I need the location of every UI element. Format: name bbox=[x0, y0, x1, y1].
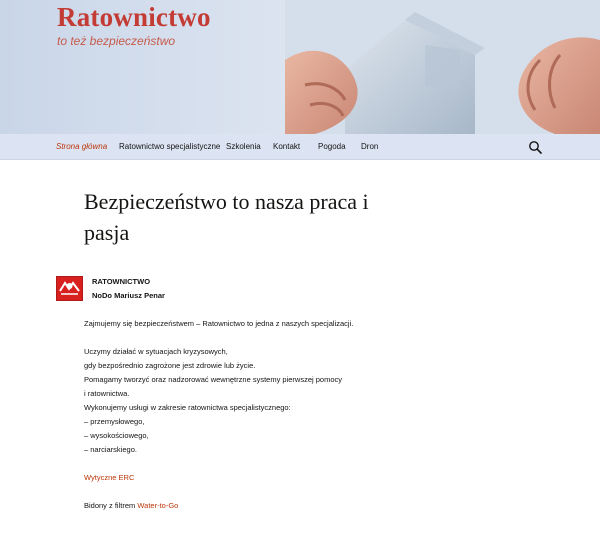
list-item: – wysokościowego, bbox=[84, 431, 149, 440]
nav-item-training[interactable]: Szkolenia bbox=[226, 142, 261, 151]
text-line: Wykonujemy usługi w zakresie ratownictwa specjalistycznego: bbox=[84, 403, 291, 412]
list-item: – przemysłowego, bbox=[84, 417, 145, 426]
company-logo bbox=[56, 276, 83, 301]
nav-item-contact[interactable]: Kontakt bbox=[273, 142, 301, 151]
text-line: Pomagamy tworzyć oraz nadzorować wewnętrzne systemy pierwszej pomocy bbox=[84, 375, 343, 384]
nav-item-drone[interactable]: Dron bbox=[361, 142, 379, 151]
list-item: – narciarskiego. bbox=[84, 445, 137, 454]
bidony-text bbox=[84, 499, 178, 513]
intro-text: Zajmujemy się bezpieczeństwem – Ratownictwo to jedna z naszych specjalizacji. bbox=[84, 319, 354, 328]
search-icon[interactable] bbox=[528, 140, 542, 154]
text-line: i ratownictwa. bbox=[84, 389, 130, 398]
text-line: gdy bezpośrednio zagrożone jest zdrowie lub życie. bbox=[84, 361, 256, 370]
main-navigation bbox=[0, 134, 600, 160]
page-title: Bezpieczeństwo to nasza praca i pasja bbox=[84, 189, 369, 245]
nav-item-weather[interactable]: Pogoda bbox=[318, 142, 346, 151]
site-title[interactable]: Ratownictwo bbox=[57, 2, 211, 32]
site-tagline: to też bezpieczeństwo bbox=[57, 34, 176, 48]
erc-guidelines-link[interactable]: Wytyczne ERC bbox=[84, 473, 135, 482]
bidony-prefix: Bidony z filtrem bbox=[84, 501, 138, 510]
site-header bbox=[0, 0, 600, 134]
header-banner-image bbox=[285, 0, 600, 134]
org-name: RATOWNICTWO bbox=[92, 277, 151, 286]
text-line: Uczymy działać w sytuacjach kryzysowych, bbox=[84, 347, 228, 356]
nav-item-specialist-rescue[interactable]: Ratownictwo specjalistyczne bbox=[119, 142, 221, 151]
water-to-go-link[interactable]: Water-to-Go bbox=[137, 501, 179, 510]
nav-item-home[interactable]: Strona główna bbox=[56, 142, 108, 151]
rescue-logo-icon bbox=[57, 277, 82, 300]
org-subtitle: NoDo Mariusz Penar bbox=[92, 291, 165, 300]
